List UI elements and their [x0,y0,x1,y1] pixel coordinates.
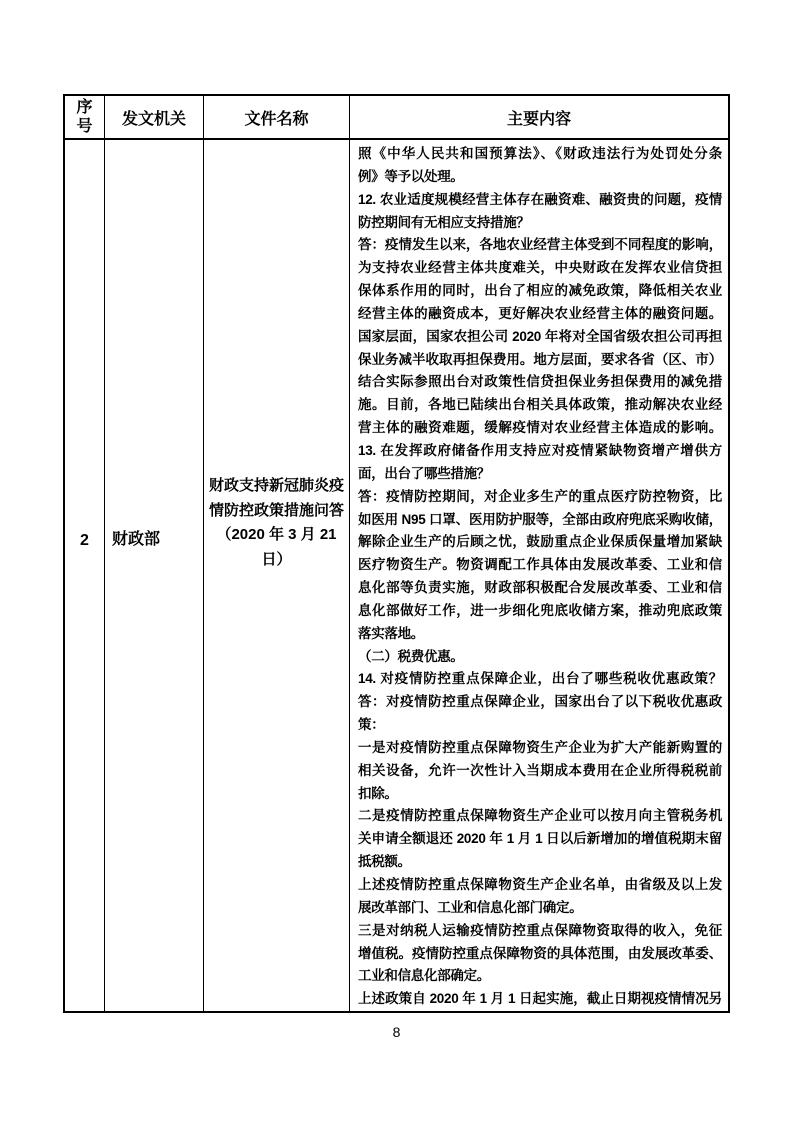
content-line: 医疗物资生产。物资调配工作具体由发展改革委、工业和信 [358,557,722,573]
content-line: 扣除。 [358,785,398,801]
content-line: 照《中华人民共和国预算法》、《财政违法行为处罚处分条 [358,146,722,161]
content-line: 策： [358,717,385,733]
content-line: 保业务减半收取再担保费用。地方层面，要求各省（区、市） [358,351,722,367]
policy-table [63,94,730,1013]
content-line: 息化部做好工作，进一步细化兜底收储方案，推动兜底政策 [358,602,722,618]
content-line: 如医用 N95 口罩、医用防护服等，全部由政府兜底采购收储， [358,511,722,527]
cell-serial-number: 2 [80,532,89,549]
content-line: 营主体的融资难题，缓解疫情对农业经营主体造成的影响。 [358,420,722,436]
content-line: 上述政策自 2020 年 1 月 1 日起实施，截止日期视疫情情况另 [358,991,722,1007]
content-line: 13. 在发挥政府储备作用支持应对疫情紧缺物资增产增供方 [358,442,722,458]
header-serial-number [65,96,104,140]
header-main-content: 主要内容 [349,96,728,140]
doc-line: 财政支持新冠肺炎疫 [208,477,344,494]
content-line: 抵税额。 [358,854,411,870]
content-line: （二）税费优惠。 [358,648,464,664]
content-line: 为支持农业经营主体共度难关，中央财政在发挥农业信贷担 [358,260,722,276]
cell-document-name [203,140,349,1011]
content-line: 经营主体的融资成本，更好解决农业经营主体的融资问题。 [358,305,722,321]
cell-issuing-agency: 财政部 [104,140,203,1011]
content-line: 例》等予以处理。 [358,168,464,184]
cell-main-content [349,140,728,1011]
content-line: 答：疫情发生以来，各地农业经营主体受到不同程度的影响， [358,237,722,253]
content-line: 工业和信息化部确定。 [358,968,490,984]
content-line: 二是疫情防控重点保障物资生产企业可以按月向主管税务机 [358,808,722,824]
content-line: 答：疫情防控期间，对企业多生产的重点医疗防控物资，比 [358,488,722,504]
content-line: 增值税。疫情防控重点保障物资的具体范围，由发展改革委、 [358,945,722,961]
content-line: 14. 对疫情防控重点保障企业，出台了哪些税收优惠政策？ [358,671,722,687]
content-line: 国家层面，国家农担公司 2020 年将对全国省级农担公司再担 [358,328,722,344]
doc-line: （2020 年 3 月 21 日） [216,526,337,568]
content-line: 答：对疫情防控重点保障企业，国家出台了以下税收优惠政 [358,694,722,710]
content-line: 三是对纳税人运输疫情防控重点保障物资取得的收入，免征 [358,922,722,938]
content-line: 相关设备，允许一次性计入当期成本费用在企业所得税税前 [358,762,722,778]
header-serial-number-label: 序号 [76,99,93,135]
content-line: 保体系作用的同时，出台了相应的减免政策，降低相关农业 [358,283,722,299]
content-line: 上述疫情防控重点保障物资生产企业名单，由省级及以上发 [358,877,722,892]
content-line: 12. 农业适度规模经营主体存在融资难、融资贵的问题，疫情 [358,191,722,207]
content-line: 息化部等负责实施，财政部积极配合发展改革委、工业和信 [358,580,722,596]
content-line: 施。目前，各地已陆续出台相关具体政策，推动解决农业经 [358,397,722,413]
content-line: 解除企业生产的后顾之忧，鼓励重点企业保质保量增加紧缺 [358,534,722,550]
header-document-name: 文件名称 [203,96,349,140]
content-line: 关申请全额退还 2020 年 1 月 1 日以后新增加的增值税期末留 [358,831,722,847]
content-line: 展改革部门、工业和信息化部门确定。 [358,899,583,915]
content-line: 面，出台了哪些措施？ [358,465,490,481]
page-number: 8 [392,1024,401,1040]
header-issuing-agency: 发文机关 [104,96,203,140]
content-line: 一是对疫情防控重点保障物资生产企业为扩大产能新购置的 [358,739,722,755]
content-line: 落实落地。 [358,625,424,641]
content-line: 防控期间有无相应支持措施？ [358,214,530,230]
content-line: 结合实际参照出台对政策性信贷担保业务担保费用的减免措 [358,374,722,390]
doc-line: 情防控政策措施问答 [208,501,344,519]
